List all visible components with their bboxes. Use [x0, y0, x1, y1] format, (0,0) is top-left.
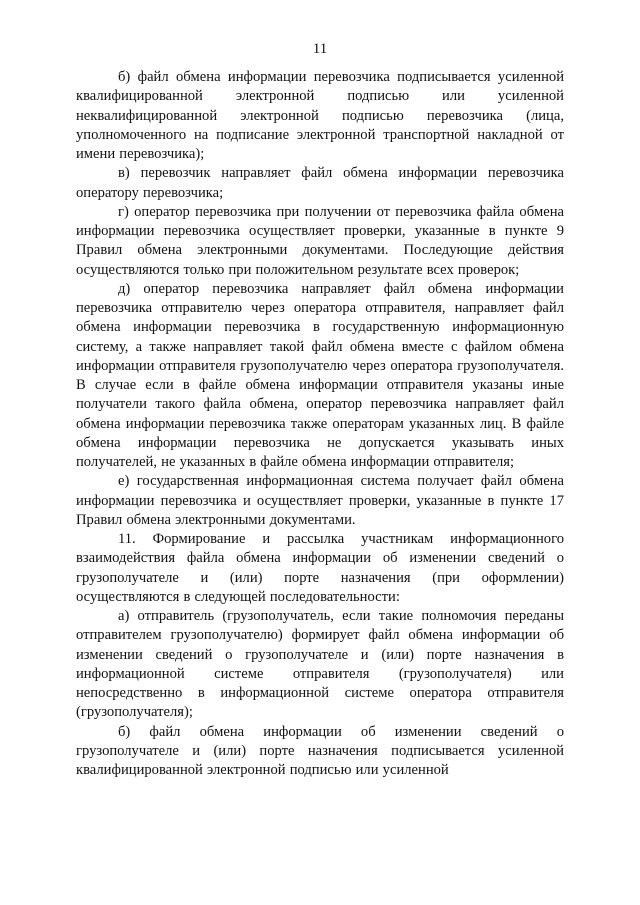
paragraph-d-operator-forwards: д) оператор перевозчика направляет файл обмена информации перевозчика отправителю через оператора отправителя, направляет файл обмена информации перевозчика в государственную информационную систему, а также направляет такой файл обмена вместе с файлом обмена информации отправителя грузополучателю через оператора грузополучателя. В случае если в файле обмена информации отправителя указаны иные получатели такого файла обмена, оператор перевозчика направляет файл обмена информации перевозчика также операторам указанных лиц. В файле обмена информации перевозчика не допускается указывать иных получателей, не указанных в файле обмена информации отправителя; — [76, 280, 564, 470]
paragraph-a-sender-forms-file: а) отправитель (грузополучатель, если такие полномочия переданы отправителем грузополучателю) формирует файл обмена информации об изменении сведений о грузополучателе и (или) порте назначения в информационной системе отправителя (грузополучателя) или непосредственно в информационной системе оператора отправителя (грузополучателя); — [76, 608, 564, 721]
paragraph-b-carrier-signature: б) файл обмена информации перевозчика подписывается усиленной квалифицированной электронной подписью или усиленной неквалифицированной электронной подписью перевозчика (лица, уполномоченного на подписание электронной транспортной накладной от имени перевозчика); — [76, 69, 564, 162]
paragraph-b-change-file-signature: б) файл обмена информации об изменении сведений о грузополучателе и (или) порте назначения подписывается усиленной квалифицированной электронной подписью или усиленной — [76, 723, 564, 778]
page-number: 11 — [312, 41, 328, 57]
document-body — [76, 68, 564, 780]
paragraph-11-change-consignee: 11. Формирование и рассылка участникам информационного взаимодействия файла обмена информации об изменении сведений о грузополучателе и (или) порте назначения (при оформлении) осуществляются в следующей последовательности: — [76, 531, 564, 605]
paragraph-g-operator-checks: г) оператор перевозчика при получении от перевозчика файла обмена информации перевозчика осуществляет проверки, указанные в пункте 9 Правил обмена электронными документами. Последующие действия осуществляются только при положительном результате всех проверок; — [76, 203, 564, 278]
paragraph-e-state-system: е) государственная информационная система получает файл обмена информации перевозчика и осуществляет проверки, указанные в пункте 17 Правил обмена электронными документами. — [76, 473, 564, 528]
paragraph-v-carrier-sends: в) перевозчик направляет файл обмена информации перевозчика оператору перевозчика; — [76, 165, 564, 201]
